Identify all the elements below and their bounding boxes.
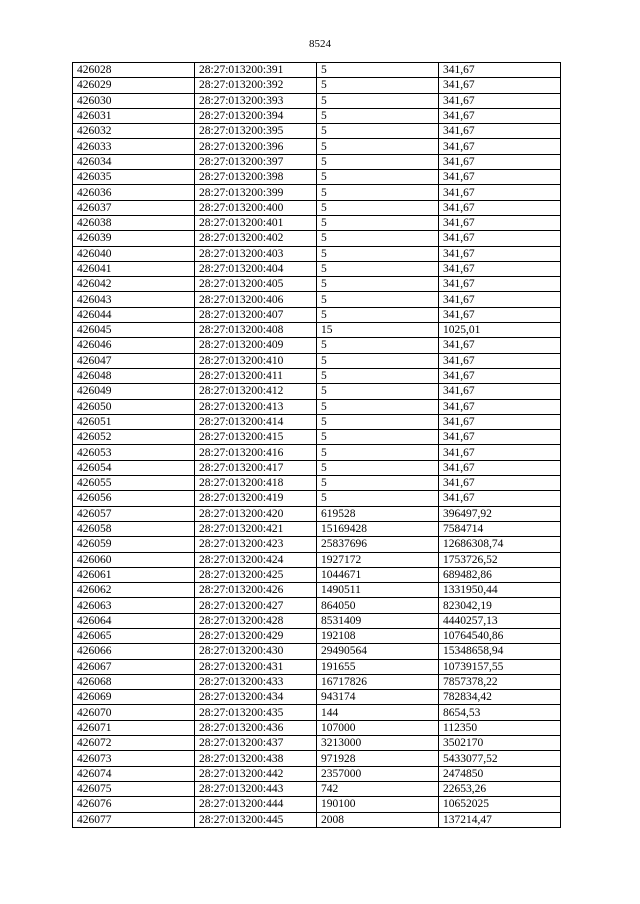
table-row xyxy=(73,93,561,108)
cadastral-number-cell: 28:27:013200:428 xyxy=(195,613,317,628)
record-number-cell: 426041 xyxy=(73,261,195,276)
value-cell: 823042,19 xyxy=(439,598,561,613)
area-cell: 5 xyxy=(317,108,439,123)
record-number-cell: 426052 xyxy=(73,430,195,445)
area-cell: 5 xyxy=(317,307,439,322)
cadastral-number-cell: 28:27:013200:391 xyxy=(195,63,317,78)
table-row xyxy=(73,445,561,460)
cadastral-number-cell: 28:27:013200:416 xyxy=(195,445,317,460)
area-cell: 5 xyxy=(317,277,439,292)
table-row xyxy=(73,613,561,628)
value-cell: 341,67 xyxy=(439,246,561,261)
value-cell: 10652025 xyxy=(439,797,561,812)
value-cell: 341,67 xyxy=(439,154,561,169)
cadastral-number-cell: 28:27:013200:406 xyxy=(195,292,317,307)
cadastral-number-cell: 28:27:013200:415 xyxy=(195,430,317,445)
table-row xyxy=(73,690,561,705)
cadastral-number-cell: 28:27:013200:419 xyxy=(195,491,317,506)
cadastral-number-cell: 28:27:013200:409 xyxy=(195,338,317,353)
table-row xyxy=(73,139,561,154)
record-number-cell: 426071 xyxy=(73,720,195,735)
cadastral-number-cell: 28:27:013200:400 xyxy=(195,200,317,215)
table-row xyxy=(73,307,561,322)
area-cell: 5 xyxy=(317,246,439,261)
table-row xyxy=(73,368,561,383)
record-number-cell: 426070 xyxy=(73,705,195,720)
value-cell: 341,67 xyxy=(439,261,561,276)
area-cell: 5 xyxy=(317,63,439,78)
table-row xyxy=(73,659,561,674)
cadastral-number-cell: 28:27:013200:392 xyxy=(195,78,317,93)
value-cell: 1331950,44 xyxy=(439,583,561,598)
record-number-cell: 426050 xyxy=(73,399,195,414)
record-number-cell: 426073 xyxy=(73,751,195,766)
area-cell: 1044671 xyxy=(317,567,439,582)
record-number-cell: 426074 xyxy=(73,766,195,781)
area-cell: 15169428 xyxy=(317,521,439,536)
cadastral-number-cell: 28:27:013200:438 xyxy=(195,751,317,766)
table-row xyxy=(73,154,561,169)
record-number-cell: 426039 xyxy=(73,231,195,246)
area-cell: 5 xyxy=(317,384,439,399)
value-cell: 341,67 xyxy=(439,78,561,93)
record-number-cell: 426072 xyxy=(73,736,195,751)
record-number-cell: 426045 xyxy=(73,323,195,338)
table-row xyxy=(73,583,561,598)
value-cell: 341,67 xyxy=(439,476,561,491)
cadastral-number-cell: 28:27:013200:442 xyxy=(195,766,317,781)
area-cell: 25837696 xyxy=(317,537,439,552)
record-number-cell: 426040 xyxy=(73,246,195,261)
table-row xyxy=(73,338,561,353)
area-cell: 5 xyxy=(317,78,439,93)
cadastral-number-cell: 28:27:013200:397 xyxy=(195,154,317,169)
value-cell: 15348658,94 xyxy=(439,644,561,659)
table-row xyxy=(73,628,561,643)
table-row xyxy=(73,430,561,445)
area-cell: 5 xyxy=(317,124,439,139)
record-number-cell: 426057 xyxy=(73,506,195,521)
record-number-cell: 426076 xyxy=(73,797,195,812)
record-number-cell: 426038 xyxy=(73,215,195,230)
value-cell: 341,67 xyxy=(439,170,561,185)
table-row xyxy=(73,751,561,766)
record-number-cell: 426044 xyxy=(73,307,195,322)
value-cell: 112350 xyxy=(439,720,561,735)
cadastral-number-cell: 28:27:013200:431 xyxy=(195,659,317,674)
value-cell: 2474850 xyxy=(439,766,561,781)
cadastral-number-cell: 28:27:013200:427 xyxy=(195,598,317,613)
area-cell: 5 xyxy=(317,445,439,460)
cadastral-number-cell: 28:27:013200:401 xyxy=(195,215,317,230)
value-cell: 4440257,13 xyxy=(439,613,561,628)
area-cell: 5 xyxy=(317,139,439,154)
area-cell: 619528 xyxy=(317,506,439,521)
table-row xyxy=(73,598,561,613)
record-number-cell: 426063 xyxy=(73,598,195,613)
value-cell: 341,67 xyxy=(439,292,561,307)
table-row xyxy=(73,170,561,185)
area-cell: 191655 xyxy=(317,659,439,674)
record-number-cell: 426054 xyxy=(73,460,195,475)
record-number-cell: 426059 xyxy=(73,537,195,552)
table-row xyxy=(73,797,561,812)
area-cell: 971928 xyxy=(317,751,439,766)
record-number-cell: 426077 xyxy=(73,812,195,827)
record-number-cell: 426028 xyxy=(73,63,195,78)
area-cell: 2357000 xyxy=(317,766,439,781)
cadastral-number-cell: 28:27:013200:426 xyxy=(195,583,317,598)
cadastral-number-cell: 28:27:013200:408 xyxy=(195,323,317,338)
value-cell: 341,67 xyxy=(439,414,561,429)
value-cell: 341,67 xyxy=(439,368,561,383)
area-cell: 5 xyxy=(317,460,439,475)
area-cell: 5 xyxy=(317,231,439,246)
cadastral-number-cell: 28:27:013200:436 xyxy=(195,720,317,735)
table-row xyxy=(73,200,561,215)
value-cell: 8654,53 xyxy=(439,705,561,720)
page-number: 8524 xyxy=(309,38,331,50)
area-cell: 5 xyxy=(317,399,439,414)
value-cell: 341,67 xyxy=(439,338,561,353)
registry-table xyxy=(72,62,561,828)
value-cell: 5433077,52 xyxy=(439,751,561,766)
table-row xyxy=(73,261,561,276)
table-row xyxy=(73,460,561,475)
cadastral-number-cell: 28:27:013200:434 xyxy=(195,690,317,705)
table-row xyxy=(73,720,561,735)
value-cell: 782834,42 xyxy=(439,690,561,705)
area-cell: 1490511 xyxy=(317,583,439,598)
area-cell: 5 xyxy=(317,353,439,368)
record-number-cell: 426029 xyxy=(73,78,195,93)
area-cell: 15 xyxy=(317,323,439,338)
area-cell: 3213000 xyxy=(317,736,439,751)
area-cell: 107000 xyxy=(317,720,439,735)
record-number-cell: 426066 xyxy=(73,644,195,659)
value-cell: 341,67 xyxy=(439,63,561,78)
area-cell: 5 xyxy=(317,261,439,276)
registry-table-body xyxy=(73,63,561,828)
area-cell: 5 xyxy=(317,430,439,445)
area-cell: 5 xyxy=(317,93,439,108)
record-number-cell: 426046 xyxy=(73,338,195,353)
area-cell: 943174 xyxy=(317,690,439,705)
area-cell: 864050 xyxy=(317,598,439,613)
record-number-cell: 426056 xyxy=(73,491,195,506)
table-row xyxy=(73,231,561,246)
cadastral-number-cell: 28:27:013200:418 xyxy=(195,476,317,491)
value-cell: 341,67 xyxy=(439,185,561,200)
table-row xyxy=(73,491,561,506)
value-cell: 10764540,86 xyxy=(439,628,561,643)
table-row xyxy=(73,781,561,796)
record-number-cell: 426069 xyxy=(73,690,195,705)
record-number-cell: 426051 xyxy=(73,414,195,429)
record-number-cell: 426047 xyxy=(73,353,195,368)
cadastral-number-cell: 28:27:013200:414 xyxy=(195,414,317,429)
table-row xyxy=(73,521,561,536)
value-cell: 341,67 xyxy=(439,384,561,399)
record-number-cell: 426067 xyxy=(73,659,195,674)
table-row xyxy=(73,215,561,230)
value-cell: 689482,86 xyxy=(439,567,561,582)
record-number-cell: 426053 xyxy=(73,445,195,460)
table-row xyxy=(73,323,561,338)
cadastral-number-cell: 28:27:013200:423 xyxy=(195,537,317,552)
area-cell: 5 xyxy=(317,414,439,429)
table-row xyxy=(73,353,561,368)
value-cell: 341,67 xyxy=(439,430,561,445)
cadastral-number-cell: 28:27:013200:444 xyxy=(195,797,317,812)
cadastral-number-cell: 28:27:013200:417 xyxy=(195,460,317,475)
value-cell: 7584714 xyxy=(439,521,561,536)
record-number-cell: 426043 xyxy=(73,292,195,307)
cadastral-number-cell: 28:27:013200:433 xyxy=(195,674,317,689)
record-number-cell: 426036 xyxy=(73,185,195,200)
cadastral-number-cell: 28:27:013200:420 xyxy=(195,506,317,521)
area-cell: 742 xyxy=(317,781,439,796)
cadastral-number-cell: 28:27:013200:394 xyxy=(195,108,317,123)
table-row xyxy=(73,292,561,307)
value-cell: 10739157,55 xyxy=(439,659,561,674)
cadastral-number-cell: 28:27:013200:405 xyxy=(195,277,317,292)
area-cell: 1927172 xyxy=(317,552,439,567)
table-row xyxy=(73,552,561,567)
value-cell: 341,67 xyxy=(439,460,561,475)
area-cell: 5 xyxy=(317,292,439,307)
value-cell: 1025,01 xyxy=(439,323,561,338)
record-number-cell: 426031 xyxy=(73,108,195,123)
area-cell: 2008 xyxy=(317,812,439,827)
value-cell: 341,67 xyxy=(439,491,561,506)
cadastral-number-cell: 28:27:013200:413 xyxy=(195,399,317,414)
table-row xyxy=(73,537,561,552)
value-cell: 7857378,22 xyxy=(439,674,561,689)
cadastral-number-cell: 28:27:013200:410 xyxy=(195,353,317,368)
area-cell: 5 xyxy=(317,491,439,506)
cadastral-number-cell: 28:27:013200:396 xyxy=(195,139,317,154)
value-cell: 137214,47 xyxy=(439,812,561,827)
area-cell: 29490564 xyxy=(317,644,439,659)
record-number-cell: 426055 xyxy=(73,476,195,491)
table-row xyxy=(73,124,561,139)
table-row xyxy=(73,78,561,93)
record-number-cell: 426062 xyxy=(73,583,195,598)
area-cell: 5 xyxy=(317,368,439,383)
record-number-cell: 426064 xyxy=(73,613,195,628)
cadastral-number-cell: 28:27:013200:437 xyxy=(195,736,317,751)
value-cell: 396497,92 xyxy=(439,506,561,521)
area-cell: 8531409 xyxy=(317,613,439,628)
record-number-cell: 426065 xyxy=(73,628,195,643)
cadastral-number-cell: 28:27:013200:430 xyxy=(195,644,317,659)
cadastral-number-cell: 28:27:013200:412 xyxy=(195,384,317,399)
record-number-cell: 426048 xyxy=(73,368,195,383)
cadastral-number-cell: 28:27:013200:404 xyxy=(195,261,317,276)
table-row xyxy=(73,108,561,123)
table-row xyxy=(73,63,561,78)
cadastral-number-cell: 28:27:013200:443 xyxy=(195,781,317,796)
cadastral-number-cell: 28:27:013200:421 xyxy=(195,521,317,536)
table-row xyxy=(73,399,561,414)
cadastral-number-cell: 28:27:013200:435 xyxy=(195,705,317,720)
value-cell: 341,67 xyxy=(439,108,561,123)
area-cell: 190100 xyxy=(317,797,439,812)
table-row xyxy=(73,567,561,582)
table-row xyxy=(73,812,561,827)
record-number-cell: 426061 xyxy=(73,567,195,582)
table-row xyxy=(73,384,561,399)
record-number-cell: 426068 xyxy=(73,674,195,689)
value-cell: 341,67 xyxy=(439,231,561,246)
cadastral-number-cell: 28:27:013200:399 xyxy=(195,185,317,200)
area-cell: 5 xyxy=(317,185,439,200)
value-cell: 341,67 xyxy=(439,399,561,414)
table-row xyxy=(73,246,561,261)
cadastral-number-cell: 28:27:013200:393 xyxy=(195,93,317,108)
table-row xyxy=(73,506,561,521)
value-cell: 3502170 xyxy=(439,736,561,751)
value-cell: 341,67 xyxy=(439,124,561,139)
table-row xyxy=(73,414,561,429)
record-number-cell: 426049 xyxy=(73,384,195,399)
table-row xyxy=(73,277,561,292)
cadastral-number-cell: 28:27:013200:403 xyxy=(195,246,317,261)
record-number-cell: 426060 xyxy=(73,552,195,567)
table-row xyxy=(73,476,561,491)
record-number-cell: 426033 xyxy=(73,139,195,154)
cadastral-number-cell: 28:27:013200:395 xyxy=(195,124,317,139)
area-cell: 144 xyxy=(317,705,439,720)
table-row xyxy=(73,644,561,659)
table-row xyxy=(73,185,561,200)
record-number-cell: 426030 xyxy=(73,93,195,108)
table-row xyxy=(73,766,561,781)
record-number-cell: 426035 xyxy=(73,170,195,185)
value-cell: 22653,26 xyxy=(439,781,561,796)
value-cell: 341,67 xyxy=(439,277,561,292)
cadastral-number-cell: 28:27:013200:445 xyxy=(195,812,317,827)
value-cell: 341,67 xyxy=(439,139,561,154)
area-cell: 5 xyxy=(317,200,439,215)
record-number-cell: 426037 xyxy=(73,200,195,215)
value-cell: 341,67 xyxy=(439,353,561,368)
cadastral-number-cell: 28:27:013200:424 xyxy=(195,552,317,567)
record-number-cell: 426034 xyxy=(73,154,195,169)
record-number-cell: 426075 xyxy=(73,781,195,796)
value-cell: 341,67 xyxy=(439,93,561,108)
value-cell: 12686308,74 xyxy=(439,537,561,552)
value-cell: 341,67 xyxy=(439,445,561,460)
value-cell: 1753726,52 xyxy=(439,552,561,567)
cadastral-number-cell: 28:27:013200:398 xyxy=(195,170,317,185)
area-cell: 16717826 xyxy=(317,674,439,689)
table-row xyxy=(73,705,561,720)
cadastral-number-cell: 28:27:013200:411 xyxy=(195,368,317,383)
area-cell: 5 xyxy=(317,154,439,169)
record-number-cell: 426032 xyxy=(73,124,195,139)
area-cell: 5 xyxy=(317,170,439,185)
cadastral-number-cell: 28:27:013200:402 xyxy=(195,231,317,246)
area-cell: 5 xyxy=(317,215,439,230)
record-number-cell: 426042 xyxy=(73,277,195,292)
area-cell: 192108 xyxy=(317,628,439,643)
table-row xyxy=(73,674,561,689)
cadastral-number-cell: 28:27:013200:429 xyxy=(195,628,317,643)
area-cell: 5 xyxy=(317,338,439,353)
table-row xyxy=(73,736,561,751)
record-number-cell: 426058 xyxy=(73,521,195,536)
value-cell: 341,67 xyxy=(439,200,561,215)
cadastral-number-cell: 28:27:013200:425 xyxy=(195,567,317,582)
value-cell: 341,67 xyxy=(439,307,561,322)
cadastral-number-cell: 28:27:013200:407 xyxy=(195,307,317,322)
area-cell: 5 xyxy=(317,476,439,491)
value-cell: 341,67 xyxy=(439,215,561,230)
